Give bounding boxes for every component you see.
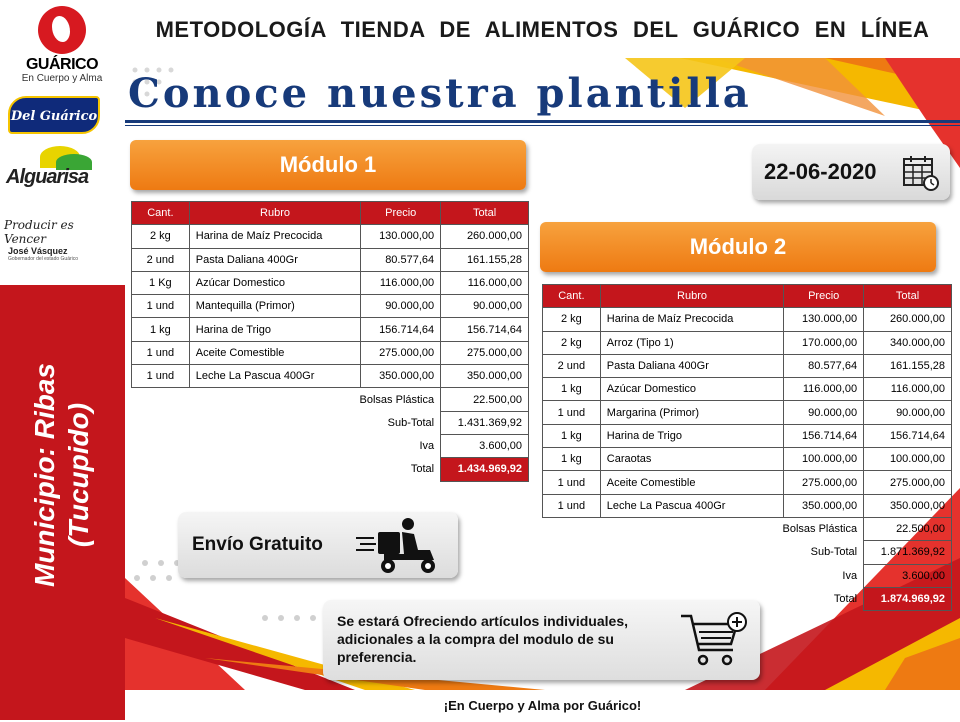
cell-total: 90.000,00 [441,295,529,318]
grand-total-value: 1.434.969,92 [441,458,529,481]
cell-precio: 130.000,00 [361,225,441,248]
calendar-clock-icon [902,154,940,192]
offer-box [323,600,760,680]
summary-label: Bolsas Plástica [782,523,858,536]
summary-row [543,517,952,540]
municipio-line2: (Tucupido) [63,402,94,548]
col-total: Total [441,202,529,225]
summary-value: 1.431.369,92 [441,411,529,434]
cell-cant: 1 und [132,295,190,318]
col-precio: Precio [361,202,441,225]
producir-line1: Producir es Vencer [4,218,74,246]
cell-rubro: Caraotas [600,448,783,471]
municipio-label [2,260,122,690]
table-row [543,494,952,517]
municipio-line1: Municipio: Ribas [29,363,60,587]
cell-precio: 156.714,64 [784,424,864,447]
table-row [543,424,952,447]
summary-row [132,411,529,434]
cell-cant: 1 und [543,471,601,494]
summary-label: Total [410,463,435,476]
table-row [543,471,952,494]
guarico-logo [12,6,112,86]
cell-cant: 1 kg [543,448,601,471]
cell-precio: 90.000,00 [784,401,864,424]
cell-total: 116.000,00 [864,378,952,401]
summary-row [132,388,529,411]
cell-total: 116.000,00 [441,271,529,294]
cell-rubro: Arroz (Tipo 1) [600,331,783,354]
cell-total: 260.000,00 [864,308,952,331]
col-total: Total [864,285,952,308]
offer-text: Se estará Ofreciendo artículos individuales, adicionales a la compra del modulo de su preferencia. [337,613,628,665]
cell-rubro: Harina de Trigo [189,318,361,341]
footer-slogan: ¡En Cuerpo y Alma por Guárico! [125,690,960,720]
col-rubro: Rubro [189,202,361,225]
cell-total: 90.000,00 [864,401,952,424]
cell-cant: 1 kg [543,378,601,401]
cell-rubro: Pasta Daliana 400Gr [600,354,783,377]
cell-precio: 275.000,00 [361,341,441,364]
cell-cant: 1 und [132,365,190,388]
table-row [543,378,952,401]
delivery-scooter-icon [354,516,444,576]
guarico-emblem-icon [38,6,86,54]
cell-total: 260.000,00 [441,225,529,248]
summary-label: Iva [842,569,858,582]
cell-cant: 2 kg [543,331,601,354]
date-value: 22-06-2020 [764,159,877,184]
summary-row [132,458,529,481]
cell-total: 161.155,28 [864,354,952,377]
cell-rubro: Mantequilla (Primor) [189,295,361,318]
del-guarico-logo: Del Guárico [8,96,100,134]
page-header: METODOLOGÍA TIENDA DE ALIMENTOS DEL GUÁRICO EN LÍNEA [125,0,960,58]
cell-total: 275.000,00 [864,471,952,494]
envio-label: Envío Gratuito [192,534,323,555]
alguarisa-logo-text: Alguarisa [6,166,89,188]
table-row [543,331,952,354]
col-precio: Precio [784,285,864,308]
summary-label: Bolsas Plástica [359,393,435,406]
table-row [543,308,952,331]
summary-value: 22.500,00 [864,517,952,540]
cell-precio: 350.000,00 [361,365,441,388]
summary-spacer [132,388,190,411]
summary-label: Sub-Total [387,416,435,429]
producir-line3: Gobernador del estado Guárico [8,256,79,262]
summary-label: Iva [419,440,435,453]
guarico-logo-name: GUÁRICO [25,56,99,73]
modulo1-button[interactable]: Módulo 1 [130,140,526,190]
col-cant: Cant. [132,202,190,225]
cell-rubro: Harina de Maíz Precocida [189,225,361,248]
summary-row [132,434,529,457]
summary-spacer [543,564,601,587]
cell-precio: 275.000,00 [784,471,864,494]
banner-underline-thin [125,125,960,126]
cell-total: 156.714,64 [864,424,952,447]
cell-total: 350.000,00 [864,494,952,517]
cell-rubro: Harina de Maíz Precocida [600,308,783,331]
summary-value: 1.871.369,92 [864,541,952,564]
col-cant: Cant. [543,285,601,308]
cell-total: 340.000,00 [864,331,952,354]
table-row [132,225,529,248]
modulo2-button[interactable]: Módulo 2 [540,222,936,272]
summary-label: Sub-Total [810,546,858,559]
table-header-row [543,285,952,308]
cell-precio: 130.000,00 [784,308,864,331]
cell-total: 100.000,00 [864,448,952,471]
cell-precio: 116.000,00 [361,271,441,294]
table-row [132,341,529,364]
grand-total-value: 1.874.969,92 [864,587,952,610]
summary-spacer [132,458,190,481]
producir-line2: José Vásquez [8,246,68,256]
cell-cant: 2 kg [132,225,190,248]
summary-spacer [543,541,601,564]
producir-logo [4,218,114,268]
table-row [132,365,529,388]
cell-cant: 1 und [543,494,601,517]
cell-cant: 1 kg [132,318,190,341]
summary-value: 3.600,00 [441,434,529,457]
date-box [752,144,950,200]
summary-row [543,564,952,587]
cell-rubro: Azúcar Domestico [189,271,361,294]
cell-rubro: Aceite Comestible [189,341,361,364]
cell-precio: 156.714,64 [361,318,441,341]
summary-spacer [132,434,190,457]
modulo2-table [542,284,952,611]
summary-spacer [132,411,190,434]
cell-cant: 1 und [543,401,601,424]
summary-label: Total [833,593,858,605]
summary-value: 22.500,00 [441,388,529,411]
cell-total: 156.714,64 [441,318,529,341]
cell-precio: 100.000,00 [784,448,864,471]
table-row [132,248,529,271]
table-header-row [132,202,529,225]
table-row [543,401,952,424]
cell-precio: 80.577,64 [361,248,441,271]
modulo1-table [131,201,529,482]
table-row [543,354,952,377]
cell-cant: 2 und [132,248,190,271]
cell-precio: 350.000,00 [784,494,864,517]
cell-total: 350.000,00 [441,365,529,388]
cell-rubro: Azúcar Domestico [600,378,783,401]
cell-cant: 2 kg [543,308,601,331]
guarico-logo-tagline: En Cuerpo y Alma [21,73,103,84]
summary-spacer [543,517,601,540]
cell-total: 161.155,28 [441,248,529,271]
summary-value: 3.600,00 [864,564,952,587]
table-row [543,448,952,471]
cell-precio: 90.000,00 [361,295,441,318]
banner-underline [125,120,960,123]
cell-rubro: Margarina (Primor) [600,401,783,424]
cell-precio: 170.000,00 [784,331,864,354]
col-rubro: Rubro [600,285,783,308]
cell-cant: 1 kg [543,424,601,447]
cell-rubro: Leche La Pascua 400Gr [189,365,361,388]
table-row [132,295,529,318]
cell-total: 275.000,00 [441,341,529,364]
cell-cant: 2 und [543,354,601,377]
cell-precio: 80.577,64 [784,354,864,377]
cell-precio: 116.000,00 [784,378,864,401]
envio-gratuito-badge [178,512,458,578]
cell-rubro: Harina de Trigo [600,424,783,447]
banner-title: Conoce nuestra plantilla [128,70,752,117]
cart-add-icon [679,610,749,670]
cell-rubro: Leche La Pascua 400Gr [600,494,783,517]
table-row [132,318,529,341]
table-row [132,271,529,294]
cell-cant: 1 Kg [132,271,190,294]
alguarisa-logo [6,142,114,196]
cell-cant: 1 und [132,341,190,364]
cell-rubro: Pasta Daliana 400Gr [189,248,361,271]
cell-rubro: Aceite Comestible [600,471,783,494]
summary-row [543,541,952,564]
